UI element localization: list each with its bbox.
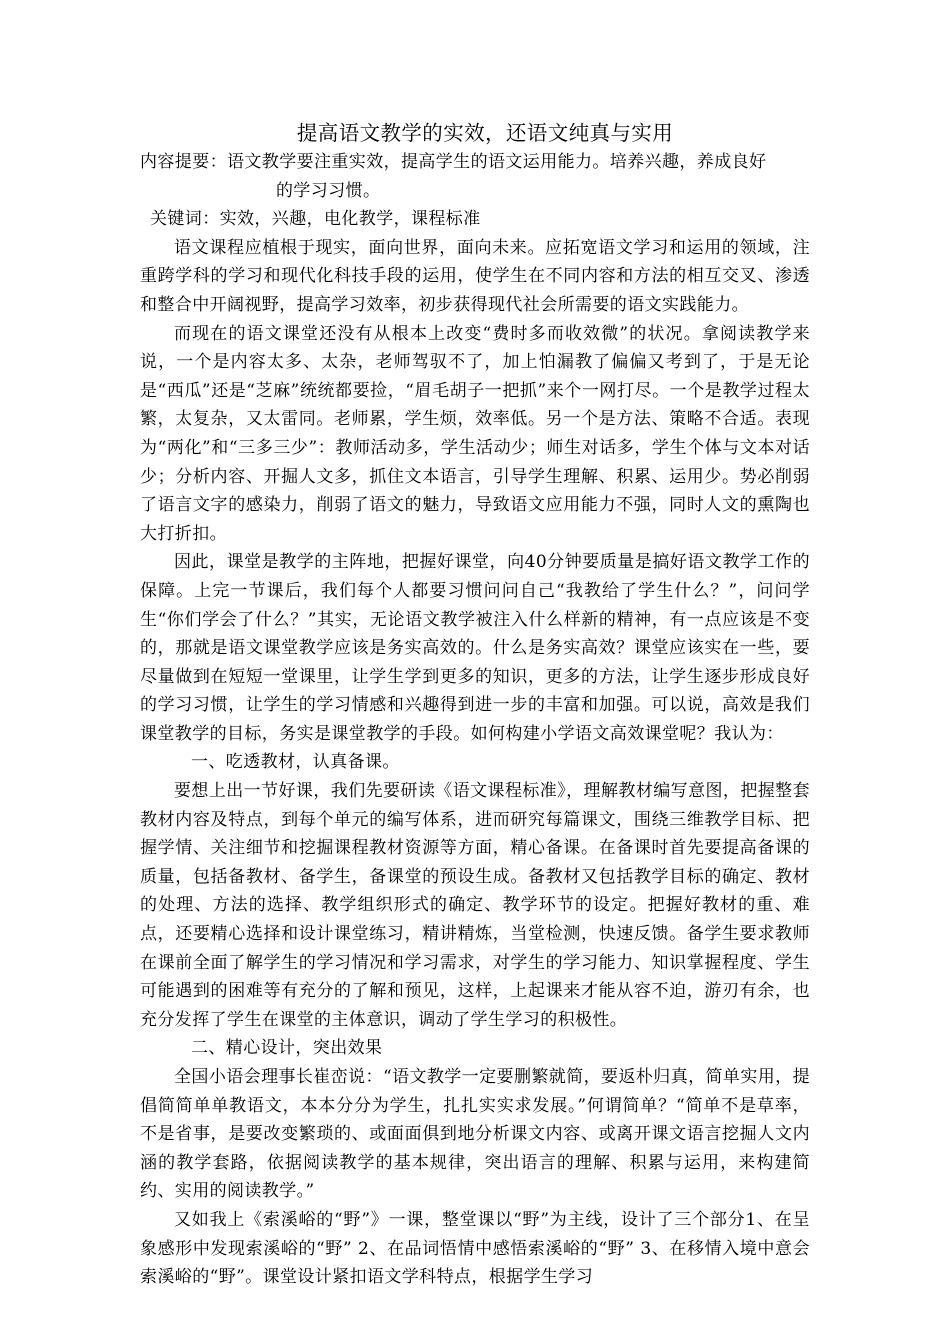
body-paragraph: 又如我上《索溪峪的“野”》一课，整堂课以“野”为主线，设计了三个部分1、在呈象感形中发现索溪峪的“野” 2、在品词悟情中感悟索溪峪的“野” 3、在移情入境中意会索溪峪的“野”。课堂设计紧扣语文学科特点，根据学生学习 [140, 1209, 810, 1288]
body-paragraph: 全国小语会理事长崔峦说：“语文教学一定要删繁就简，要返朴归真，简单实用，提倡简简单单教语文，本本分分为学生，扎扎实实求发展。”何谓简单？“简单不是草率，不是省事，是要改变繁琐的、或面面俱到地分析课文内容、或离开课文语言挖掘人文内涵的教学套路，依据阅读教学的基本规律，突出语言的理解、积累与运用，来构建简约、实用的阅读教学。” [140, 1067, 810, 1202]
body-paragraph: 要想上出一节好课，我们先要研读《语文课程标准》，理解教材编写意图，把握整套教材内容及特点，到每个单元的编写体系，进而研究每篇课文，围绕三维教学目标、把握学情、关注细节和挖掘课程教材资源等方面，精心备课。在备课时首先要提高备课的质量，包括备教材、备学生，备课堂的预设生成。备教材又包括教学目标的确定、教材的处理、方法的选择、教学组织形式的确定、教学环节的设定。把握好教材的重、难点，还要精心选择和设计课堂练习，精讲精炼，当堂检测，快速反馈。备学生要求教师在课前全面了解学生的学习情况和学习需求，对学生的学习能力、知识掌握程度、学生可能遇到的困难等有充分的了解和预见，这样，上起课来才能从容不迫，游刃有余，也充分发挥了学生在课堂的主体意识，调动了学生学习的积极性。 [140, 781, 810, 1030]
document-page [140, 118, 810, 1292]
document-title: 提高语文教学的实效，还语文纯真与实用 [296, 121, 674, 145]
section-heading: 二、精心设计，突出效果 [191, 1038, 383, 1059]
summary-continuation: 的学习习惯。 [276, 180, 381, 201]
section-heading: 一、吃透教材，认真备课。 [191, 752, 400, 773]
keywords-line: 关键词：实效，兴趣，电化教学，课程标准 [150, 209, 481, 230]
body-paragraph: 语文课程应植根于现实，面向世界，面向未来。应拓宽语文学习和运用的领域，注重跨学科的学习和现代化科技手段的运用，使学生在不同内容和方法的相互交叉、渗透和整合中开阔视野，提高学习效率，初步获得现代社会所需要的语文实践能力。 [140, 237, 810, 315]
body-paragraph: 而现在的语文课堂还没有从根本上改变“费时多而收效微”的状况。拿阅读教学来说，一个是内容太多、太杂，老师驾驭不了，加上怕漏教了偏偏又考到了，于是无论是“西瓜”还是“芝麻”统统都要捡，“眉毛胡子一把抓”来个一网打尽。一个是教学过程太繁，太复杂，又太雷同。老师累，学生烦，效率低。另一个是方法、策略不合适。表现为“两化”和“三多三少”：教师活动多，学生活动少；师生对话多，学生个体与文本对话少；分析内容、开掘人文多，抓住文本语言，引导学生理解、积累、运用少。势必削弱了语言文字的感染力，削弱了语文的魅力，导致语文应用能力不强，同时人文的熏陶也大打折扣。 [140, 323, 810, 544]
body-paragraph: 因此，课堂是教学的主阵地，把握好课堂，向40分钟要质量是搞好语文教学工作的保障。上完一节课后，我们每个人都要习惯问问自己“我教给了学生什么？”，问问学生“你们学会了什么？”其实，无论语文教学被注入什么样新的精神，有一点应该是不变的，那就是语文课堂教学应该是务实高效的。什么是务实高效？课堂应该实在一些，要尽量做到在短短一堂课里，让学生学到更多的知识，更多的方法，让学生逐步形成良好的学习习惯，让学生的学习情感和兴趣得到进一步的丰富和加强。可以说，高效是我们课堂教学的目标，务实是课堂教学的手段。如何构建小学语文高效课堂呢？我认为： [140, 552, 810, 744]
summary-line: 内容提要：语文教学要注重实效，提高学生的语文运用能力。培养兴趣，养成良好 [140, 152, 767, 172]
